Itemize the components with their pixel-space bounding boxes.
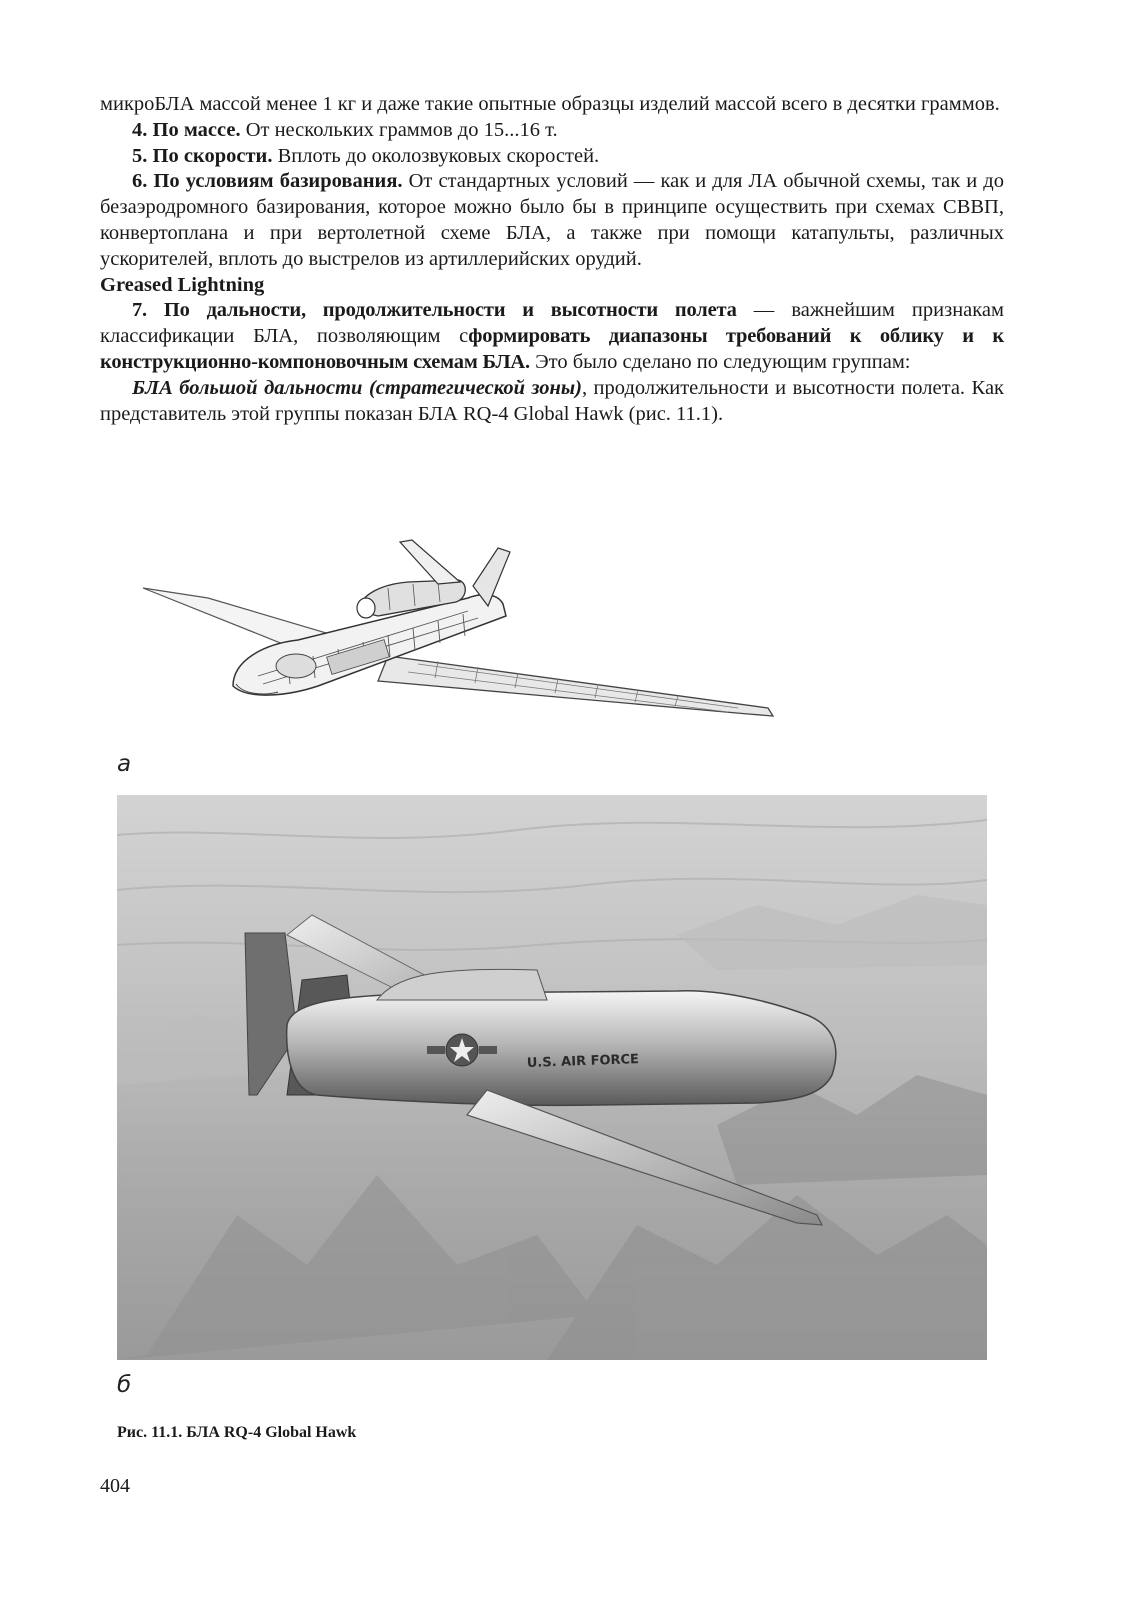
paragraph-intro-text: микроБЛА массой менее 1 кг и даже такие опытные образцы изделий массой всего в десятки граммов. bbox=[100, 93, 1000, 115]
label-b: б bbox=[117, 1372, 132, 1398]
paragraph-strategic-text: , продолжительности и высотности полета. Как представитель этой группы показан БЛА RQ-4 Global Hawk (рис. 11.1). bbox=[100, 376, 1004, 425]
paragraph-mass-text: От нескольких граммов до 15...16 т. bbox=[240, 118, 558, 141]
heading-basing: 6. По условиям базирования. bbox=[132, 170, 403, 193]
paragraph-basing-text: От стандартных условий — как и для ЛА обычной схемы, так и до безаэродромного базирования, которое можно было бы в принципе осуществить при схемах СВВП, конвертоплана и при вертолетной схеме БЛА, а также при помощи катапульты, различных ускорителей, вплоть до выстрелов из артиллерийских орудий. bbox=[100, 170, 1004, 270]
paragraph-basing bbox=[100, 169, 1004, 272]
figure-caption: Рис. 11.1. БЛА RQ-4 Global Hawk bbox=[117, 1424, 357, 1441]
fuselage-marking: U.S. AIR FORCE bbox=[526, 1052, 640, 1071]
paragraph-range bbox=[100, 298, 1004, 375]
heading-range: 7. По дальности, продолжительности и высотности полета bbox=[132, 299, 737, 322]
paragraph-speed bbox=[100, 144, 1004, 170]
paragraph-intro bbox=[100, 92, 1004, 118]
page-number: 404 bbox=[100, 1475, 130, 1497]
paragraph-range-bold: формировать диапазоны требований к облику и к конструкционно-компоновочным схемам БЛА. bbox=[100, 325, 1005, 373]
paragraph-range-text: — важнейшим признакам классификации БЛА, позволяющим с bbox=[100, 299, 1004, 348]
figure-a-cutaway bbox=[138, 536, 798, 736]
paragraph-range-text2: Это было сделано по следующим группам: bbox=[529, 350, 911, 373]
photo-drawing bbox=[117, 795, 987, 1360]
heading-mass: 4. По массе. bbox=[132, 118, 241, 141]
label-a: а bbox=[117, 751, 132, 777]
paragraph-mass bbox=[100, 118, 1004, 144]
heading-speed: 5. По скорости. bbox=[132, 144, 273, 167]
cutaway-drawing bbox=[138, 536, 798, 736]
body-text bbox=[100, 92, 1004, 427]
paragraph-speed-text: Вплоть до околозвуковых скоростей. bbox=[272, 144, 600, 167]
figure-b-photo bbox=[117, 795, 987, 1360]
paragraph-greased bbox=[100, 273, 1004, 299]
heading-strategic: БЛА большой дальности (стратегической зоны) bbox=[132, 376, 582, 399]
paragraph-strategic bbox=[100, 376, 1004, 428]
greased-lightning-text: Greased Lightning bbox=[100, 273, 265, 296]
